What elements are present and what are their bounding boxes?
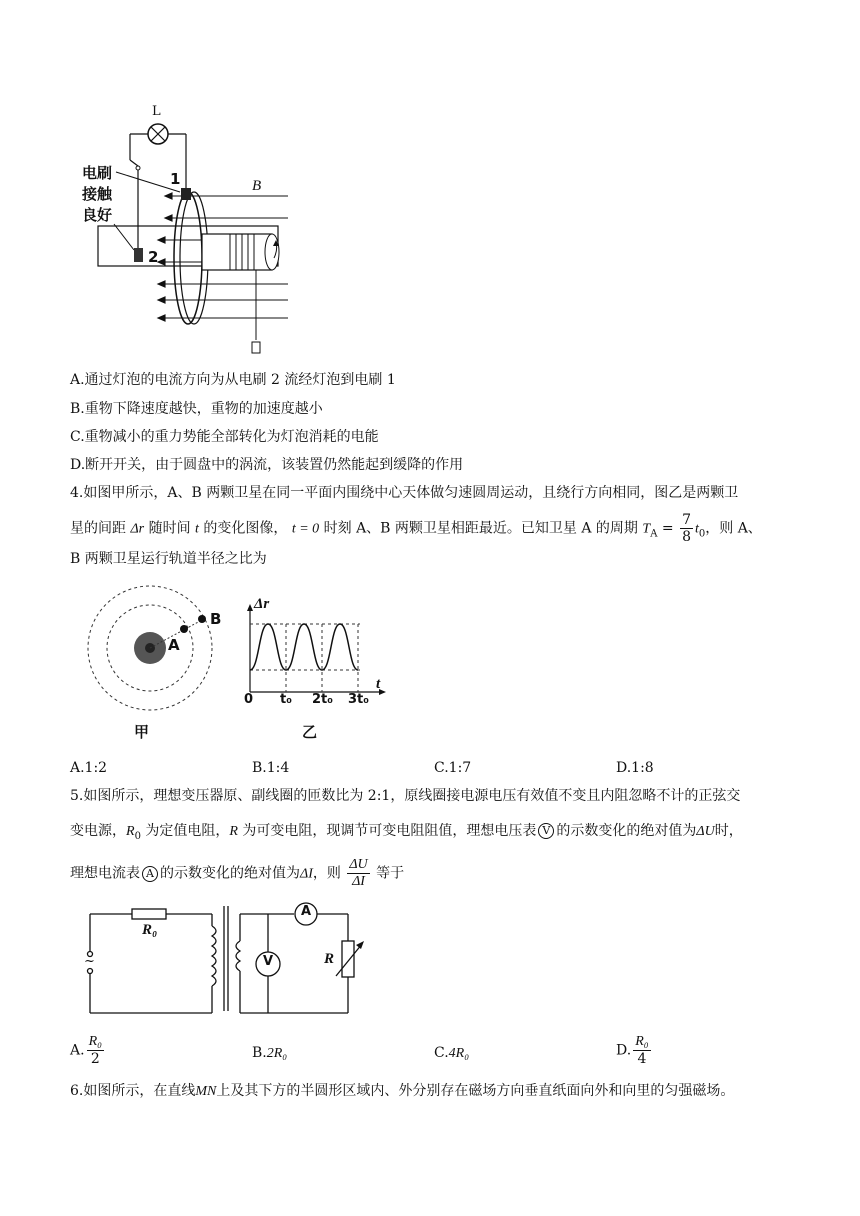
tick-t0: t₀ bbox=[280, 692, 292, 707]
figure-orbits bbox=[82, 584, 232, 741]
brush-1-label: 1 bbox=[170, 170, 181, 188]
circuit-R0-label: R₀ bbox=[142, 922, 158, 938]
tick-0: 0 bbox=[244, 692, 254, 707]
orbit-label-a: A bbox=[168, 636, 180, 654]
q4-option-d: D.1:8 bbox=[616, 760, 654, 776]
q4-text-e: ，则 A、 bbox=[705, 520, 762, 537]
q4-TA: T bbox=[642, 521, 651, 537]
tick-3t0: 3t₀ bbox=[348, 692, 369, 707]
voltmeter-label: V bbox=[263, 954, 274, 969]
q4-text-b: 随时间 bbox=[148, 520, 191, 537]
q3-option-d: D.断开开关，由于圆盘中的涡流，该装置仍然能起到缓降的作用 bbox=[70, 457, 464, 473]
graph-x-label: t bbox=[376, 676, 381, 692]
q4-line-1: 4.如图甲所示，A、B 两颗卫星在同一平面内围绕中心天体做匀速圆周运动，且绕行方向相同，图乙是两颗卫 bbox=[70, 485, 739, 501]
q4-t0-sub: 0 bbox=[698, 528, 706, 540]
voltmeter-symbol: V bbox=[538, 823, 554, 839]
circuit-R-label: R bbox=[324, 951, 335, 967]
lamp-label: L bbox=[152, 104, 161, 119]
brush-note-3: 良好 bbox=[82, 206, 113, 224]
fig-jia-caption: 甲 bbox=[134, 723, 150, 741]
orbit-diagram bbox=[82, 584, 232, 714]
q5-option-b: B.2R₀ bbox=[252, 1045, 288, 1061]
brush-2-label: 2 bbox=[148, 248, 159, 266]
q3-option-a: A.通过灯泡的电流方向为从电刷 2 流经灯泡到电刷 1 bbox=[70, 372, 396, 388]
q5-dI: ΔI bbox=[300, 866, 313, 882]
q5-ratio: $\frac{\Delta U}{\Delta I}$ bbox=[349, 857, 368, 889]
brush-note-2: 接触 bbox=[82, 185, 113, 203]
q3-option-c: C.重物减小的重力势能全部转化为灯泡消耗的电能 bbox=[70, 429, 379, 445]
q5-line-3: 理想电流表 A 的示数变化的绝对值为ΔI，则 $\frac{\Delta U}{\Delta I}$ 等于 bbox=[70, 857, 405, 889]
q4-option-c: C.1:7 bbox=[434, 760, 472, 776]
q4-text-a: 星的间距 bbox=[70, 520, 126, 537]
source-symbol: ~ bbox=[84, 954, 95, 969]
q4-text-c: 的变化图像， bbox=[203, 520, 288, 537]
fig-yi-caption: 乙 bbox=[302, 723, 318, 741]
q5-line-1: 5.如图所示，理想变压器原、副线圈的匝数比为 2:1，原线圈接电源电压有效值不变且内阻忽略不计的正弦交 bbox=[70, 788, 741, 804]
q5-option-a: A. $\frac{\text{R₀}}{2}$ bbox=[70, 1034, 102, 1067]
q4-option-b: B.1:4 bbox=[252, 760, 290, 776]
figure-transformer-circuit bbox=[80, 896, 370, 1026]
figure-dr-graph bbox=[240, 596, 390, 741]
q6-line-1: 6.如图所示，在直线MN上及其下方的半圆形区域内、外分别存在磁场方向垂直纸面向外和向里的匀强磁场。 bbox=[70, 1083, 735, 1099]
q5-R: R bbox=[229, 824, 238, 839]
q4-text-d: 时刻 A、B 两颗卫星相距最近。已知卫星 A 的周期 bbox=[323, 520, 638, 537]
q5-option-d: D. $\frac{\text{R₀}}{4}$ bbox=[616, 1034, 649, 1067]
q4-dr: Δr bbox=[130, 521, 145, 537]
q5-dU: ΔU bbox=[696, 824, 715, 839]
brush-note-1: 电刷 bbox=[82, 164, 113, 182]
q4-option-a: A.1:2 bbox=[70, 760, 108, 776]
figure-disk-generator bbox=[82, 100, 300, 360]
q4-TA-sub: A bbox=[650, 528, 658, 540]
ammeter-symbol: A bbox=[142, 866, 158, 882]
q5-option-c: C.4R₀ bbox=[434, 1045, 470, 1061]
orbit-label-b: B bbox=[210, 610, 222, 628]
q4-t: t bbox=[195, 521, 199, 537]
field-label: B bbox=[252, 178, 262, 194]
q6-MN: MN bbox=[195, 1084, 217, 1099]
ammeter-label: A bbox=[301, 904, 312, 919]
disk-generator-diagram bbox=[90, 100, 300, 360]
q4-line-2: 星的间距 Δr 随时间 t 的变化图像， t = 0 时刻 A、B 两颗卫星相距最近。已知卫星 A 的周期 $T_A$ = $\frac{7}{8}$ $t_0$，则 A、 bbox=[70, 512, 762, 545]
q4-t0: t bbox=[694, 521, 699, 537]
q3-option-b: B.重物下降速度越快，重物的加速度越小 bbox=[70, 401, 323, 417]
q4-line-3: B 两颗卫星运行轨道半径之比为 bbox=[70, 551, 267, 567]
q5-line-2: 变电源，$R_0$ 为定值电阻，R 为可变电阻，现调节可变电阻阻值，理想电压表 V 的示数变化的绝对值为ΔU时， bbox=[70, 823, 743, 842]
graph-y-label: Δr bbox=[254, 596, 270, 612]
q4-fraction: $\frac{7}{8}$ bbox=[682, 512, 691, 545]
q5-R0: R bbox=[126, 824, 135, 839]
tick-2t0: 2t₀ bbox=[312, 692, 333, 707]
q4-t-eq-0: t = 0 bbox=[291, 521, 320, 537]
